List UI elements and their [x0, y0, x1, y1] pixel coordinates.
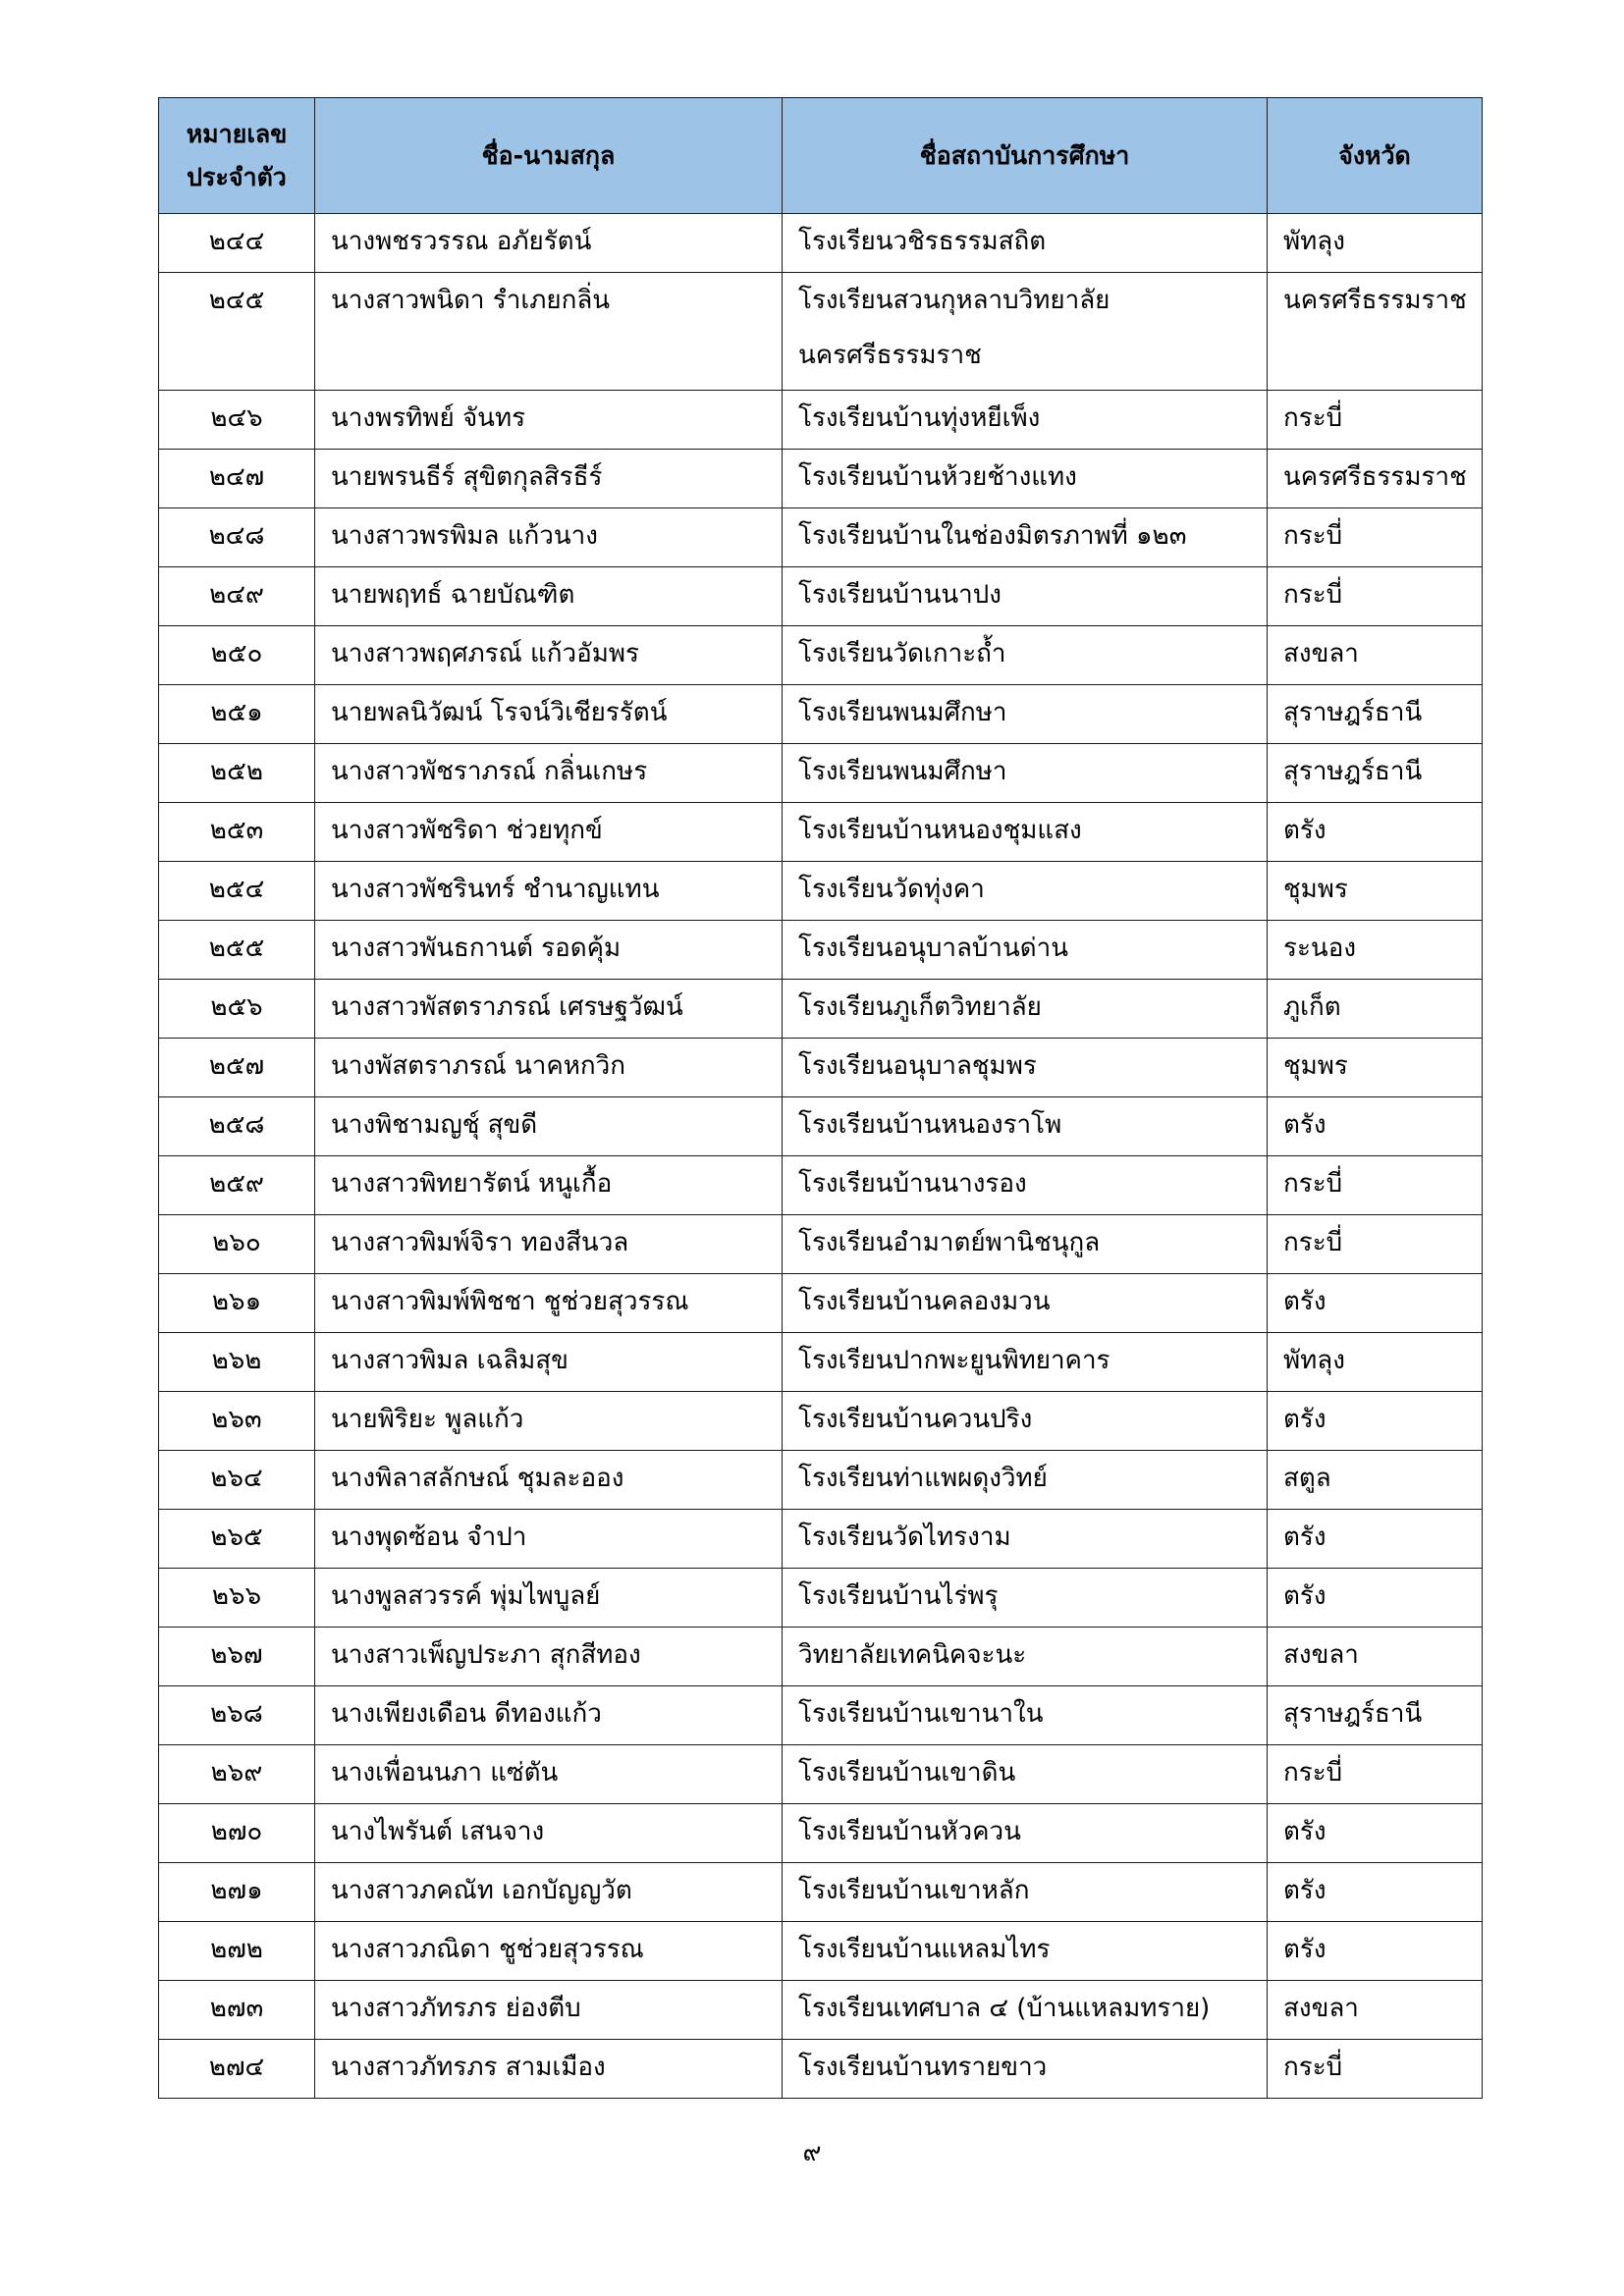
cell-id: ๒๕๒ — [159, 744, 315, 803]
cell-province: ตรัง — [1268, 1804, 1483, 1863]
cell-province: ตรัง — [1268, 1922, 1483, 1981]
cell-school: โรงเรียนอนุบาลชุมพร — [783, 1039, 1268, 1097]
cell-school: โรงเรียนบ้านคลองมวน — [783, 1274, 1268, 1333]
table-row — [159, 803, 1483, 862]
table-row — [159, 862, 1483, 921]
cell-province: กระบี่ — [1268, 2040, 1483, 2099]
cell-id: ๒๕๘ — [159, 1097, 315, 1156]
table-row — [159, 921, 1483, 980]
table-row — [159, 1628, 1483, 1686]
cell-id: ๒๗๐ — [159, 1804, 315, 1863]
table-row — [159, 1981, 1483, 2040]
cell-id: ๒๔๗ — [159, 450, 315, 508]
cell-province: นครศรีธรรมราช — [1268, 273, 1483, 391]
table-row — [159, 1745, 1483, 1804]
cell-name: นางสาวพนิดา รำเภยกลิ่น — [315, 273, 783, 391]
cell-province: ตรัง — [1268, 1863, 1483, 1922]
cell-name: นางสาวเพ็ญประภา สุกสีทอง — [315, 1628, 783, 1686]
cell-school: โรงเรียนท่าแพผดุงวิทย์ — [783, 1451, 1268, 1510]
cell-province: ระนอง — [1268, 921, 1483, 980]
cell-id: ๒๕๙ — [159, 1156, 315, 1215]
cell-school: โรงเรียนพนมศึกษา — [783, 685, 1268, 744]
cell-name: นางเพื่อนนภา แซ่ตัน — [315, 1745, 783, 1804]
cell-province: ตรัง — [1268, 1510, 1483, 1569]
cell-name: นางสาวพัชราภรณ์ กลิ่นเกษร — [315, 744, 783, 803]
cell-name: นายพลนิวัฒน์ โรจน์วิเชียรรัตน์ — [315, 685, 783, 744]
table-row — [159, 1863, 1483, 1922]
cell-id: ๒๕๗ — [159, 1039, 315, 1097]
cell-name: นางสาวพิมล เฉลิมสุข — [315, 1333, 783, 1392]
cell-province: กระบี่ — [1268, 1745, 1483, 1804]
cell-id: ๒๗๔ — [159, 2040, 315, 2099]
cell-school: โรงเรียนบ้านหนองชุมแสง — [783, 803, 1268, 862]
cell-school: โรงเรียนวัดเกาะถ้ำ — [783, 626, 1268, 685]
cell-school: โรงเรียนอนุบาลบ้านด่าน — [783, 921, 1268, 980]
cell-name: นางพิชามญชุ์ สุขดี — [315, 1097, 783, 1156]
cell-province: ชุมพร — [1268, 862, 1483, 921]
table-row — [159, 567, 1483, 626]
cell-id: ๒๔๕ — [159, 273, 315, 391]
cell-name: นางพรทิพย์ จันทร — [315, 391, 783, 450]
cell-school: โรงเรียนบ้านแหลมไทร — [783, 1922, 1268, 1981]
cell-id: ๒๔๙ — [159, 567, 315, 626]
cell-province: กระบี่ — [1268, 1215, 1483, 1274]
cell-name: นางสาวพัชรินทร์ ชำนาญแทน — [315, 862, 783, 921]
cell-school: โรงเรียนภูเก็ตวิทยาลัย — [783, 980, 1268, 1039]
cell-name: นางสาวพัชริดา ช่วยทุกข์ — [315, 803, 783, 862]
table-row — [159, 1451, 1483, 1510]
cell-name: นายพฤทธ์ ฉายบัณฑิต — [315, 567, 783, 626]
table-row — [159, 1922, 1483, 1981]
table-header-row — [159, 98, 1483, 214]
cell-province: พัทลุง — [1268, 214, 1483, 273]
cell-school: โรงเรียนพนมศึกษา — [783, 744, 1268, 803]
cell-province: สุราษฎร์ธานี — [1268, 685, 1483, 744]
cell-province: กระบี่ — [1268, 1156, 1483, 1215]
cell-id: ๒๕๖ — [159, 980, 315, 1039]
cell-name: นางสาวภัทรภร ย่องตีบ — [315, 1981, 783, 2040]
cell-province: กระบี่ — [1268, 391, 1483, 450]
table-row — [159, 1039, 1483, 1097]
cell-name: นางสาวพิมพ์จิรา ทองสีนวล — [315, 1215, 783, 1274]
table-row — [159, 744, 1483, 803]
cell-school: โรงเรียนบ้านไร่พรุ — [783, 1569, 1268, 1628]
cell-id: ๒๖๓ — [159, 1392, 315, 1451]
cell-id: ๒๖๗ — [159, 1628, 315, 1686]
cell-province: ตรัง — [1268, 1274, 1483, 1333]
table-body — [159, 214, 1483, 2099]
header-school: ชื่อสถาบันการศึกษา — [783, 98, 1268, 214]
cell-school: โรงเรียนบ้านห้วยช้างแทง — [783, 450, 1268, 508]
cell-province: สุราษฎร์ธานี — [1268, 1686, 1483, 1745]
cell-id: ๒๔๔ — [159, 214, 315, 273]
cell-name: นางสาวภคณัท เอกบัญญวัต — [315, 1863, 783, 1922]
table-row — [159, 1274, 1483, 1333]
cell-id: ๒๗๒ — [159, 1922, 315, 1981]
table-row — [159, 1686, 1483, 1745]
cell-name: นางสาวภัทรภร สามเมือง — [315, 2040, 783, 2099]
table-row — [159, 626, 1483, 685]
cell-province: สุราษฎร์ธานี — [1268, 744, 1483, 803]
cell-name: นางสาวพรพิมล แก้วนาง — [315, 508, 783, 567]
cell-id: ๒๖๖ — [159, 1569, 315, 1628]
cell-name: นางพชรวรรณ อภัยรัตน์ — [315, 214, 783, 273]
cell-province: สงขลา — [1268, 626, 1483, 685]
cell-name: นางเพียงเดือน ดีทองแก้ว — [315, 1686, 783, 1745]
table-row — [159, 1804, 1483, 1863]
table-row — [159, 1392, 1483, 1451]
cell-id: ๒๔๖ — [159, 391, 315, 450]
cell-province: สงขลา — [1268, 1628, 1483, 1686]
cell-id: ๒๖๑ — [159, 1274, 315, 1333]
participants-table — [158, 97, 1483, 2099]
table-row — [159, 2040, 1483, 2099]
cell-name: นางพูลสวรรค์ พุ่มไพบูลย์ — [315, 1569, 783, 1628]
header-id: หมายเลข ประจำตัว — [159, 98, 315, 214]
cell-province: สตูล — [1268, 1451, 1483, 1510]
cell-id: ๒๕๕ — [159, 921, 315, 980]
cell-id: ๒๖๒ — [159, 1333, 315, 1392]
cell-school: โรงเรียนเทศบาล ๔ (บ้านแหลมทราย) — [783, 1981, 1268, 2040]
cell-school: โรงเรียนวชิรธรรมสถิต — [783, 214, 1268, 273]
cell-name: นางสาวพฤศภรณ์ แก้วอัมพร — [315, 626, 783, 685]
cell-id: ๒๖๘ — [159, 1686, 315, 1745]
table-row — [159, 450, 1483, 508]
cell-school: โรงเรียนบ้านหนองราโพ — [783, 1097, 1268, 1156]
cell-school: โรงเรียนบ้านเขาดิน — [783, 1745, 1268, 1804]
table-row — [159, 1156, 1483, 1215]
cell-name: นางพิลาสลักษณ์ ชุมละออง — [315, 1451, 783, 1510]
cell-name: นางพัสตราภรณ์ นาคหกวิก — [315, 1039, 783, 1097]
cell-province: กระบี่ — [1268, 508, 1483, 567]
cell-province: นครศรีธรรมราช — [1268, 450, 1483, 508]
cell-name: นางสาวพัสตราภรณ์ เศรษฐวัฒน์ — [315, 980, 783, 1039]
cell-id: ๒๕๑ — [159, 685, 315, 744]
cell-id: ๒๕๐ — [159, 626, 315, 685]
cell-province: ตรัง — [1268, 803, 1483, 862]
cell-school: โรงเรียนบ้านนางรอง — [783, 1156, 1268, 1215]
cell-id: ๒๕๓ — [159, 803, 315, 862]
cell-province: สงขลา — [1268, 1981, 1483, 2040]
table-row — [159, 685, 1483, 744]
cell-school: โรงเรียนบ้านควนปริง — [783, 1392, 1268, 1451]
cell-school: โรงเรียนวัดทุ่งคา — [783, 862, 1268, 921]
header-name: ชื่อ-นามสกุล — [315, 98, 783, 214]
cell-name: นางพุดซ้อน จำปา — [315, 1510, 783, 1569]
cell-school: โรงเรียนอำมาตย์พานิชนุกูล — [783, 1215, 1268, 1274]
cell-id: ๒๗๑ — [159, 1863, 315, 1922]
cell-school: วิทยาลัยเทคนิคจะนะ — [783, 1628, 1268, 1686]
cell-province: ตรัง — [1268, 1097, 1483, 1156]
table-row — [159, 1097, 1483, 1156]
table-row — [159, 1215, 1483, 1274]
cell-name: นางสาวพันธกานต์ รอดคุ้ม — [315, 921, 783, 980]
cell-school: โรงเรียนวัดไทรงาม — [783, 1510, 1268, 1569]
cell-id: ๒๔๘ — [159, 508, 315, 567]
cell-id: ๒๕๔ — [159, 862, 315, 921]
table-row — [159, 214, 1483, 273]
cell-school: โรงเรียนปากพะยูนพิทยาคาร — [783, 1333, 1268, 1392]
cell-name: นายพิริยะ พูลแก้ว — [315, 1392, 783, 1451]
cell-province: พัทลุง — [1268, 1333, 1483, 1392]
table-row — [159, 1333, 1483, 1392]
cell-province: ตรัง — [1268, 1392, 1483, 1451]
cell-school: โรงเรียนบ้านเขานาใน — [783, 1686, 1268, 1745]
table-row — [159, 273, 1483, 391]
cell-name: นางสาวภณิดา ชูช่วยสุวรรณ — [315, 1922, 783, 1981]
table-row — [159, 980, 1483, 1039]
cell-name: นางสาวพิมพ์พิชชา ชูช่วยสุวรรณ — [315, 1274, 783, 1333]
page-number: ๙ — [802, 2138, 822, 2167]
cell-id: ๒๖๔ — [159, 1451, 315, 1510]
table-row — [159, 508, 1483, 567]
cell-name: นางไพรันต์ เสนจาง — [315, 1804, 783, 1863]
table-row — [159, 1510, 1483, 1569]
cell-school: โรงเรียนบ้านเขาหลัก — [783, 1863, 1268, 1922]
table-row — [159, 391, 1483, 450]
cell-school: โรงเรียนบ้านหัวควน — [783, 1804, 1268, 1863]
cell-name: นายพรนธีร์ สุขิตกุลสิรธีร์ — [315, 450, 783, 508]
cell-school: โรงเรียนสวนกุหลาบวิทยาลัย นครศรีธรรมราช — [783, 273, 1268, 391]
cell-id: ๒๗๓ — [159, 1981, 315, 2040]
cell-school: โรงเรียนบ้านทุ่งหยีเพ็ง — [783, 391, 1268, 450]
cell-province: ภูเก็ต — [1268, 980, 1483, 1039]
cell-id: ๒๖๐ — [159, 1215, 315, 1274]
cell-province: ตรัง — [1268, 1569, 1483, 1628]
cell-id: ๒๖๙ — [159, 1745, 315, 1804]
table-row — [159, 1569, 1483, 1628]
cell-province: ชุมพร — [1268, 1039, 1483, 1097]
cell-name: นางสาวพิทยารัตน์ หนูเกื้อ — [315, 1156, 783, 1215]
cell-id: ๒๖๕ — [159, 1510, 315, 1569]
cell-province: กระบี่ — [1268, 567, 1483, 626]
cell-school: โรงเรียนบ้านนาปง — [783, 567, 1268, 626]
header-province: จังหวัด — [1268, 98, 1483, 214]
cell-school: โรงเรียนบ้านในช่องมิตรภาพที่ ๑๒๓ — [783, 508, 1268, 567]
cell-school: โรงเรียนบ้านทรายขาว — [783, 2040, 1268, 2099]
